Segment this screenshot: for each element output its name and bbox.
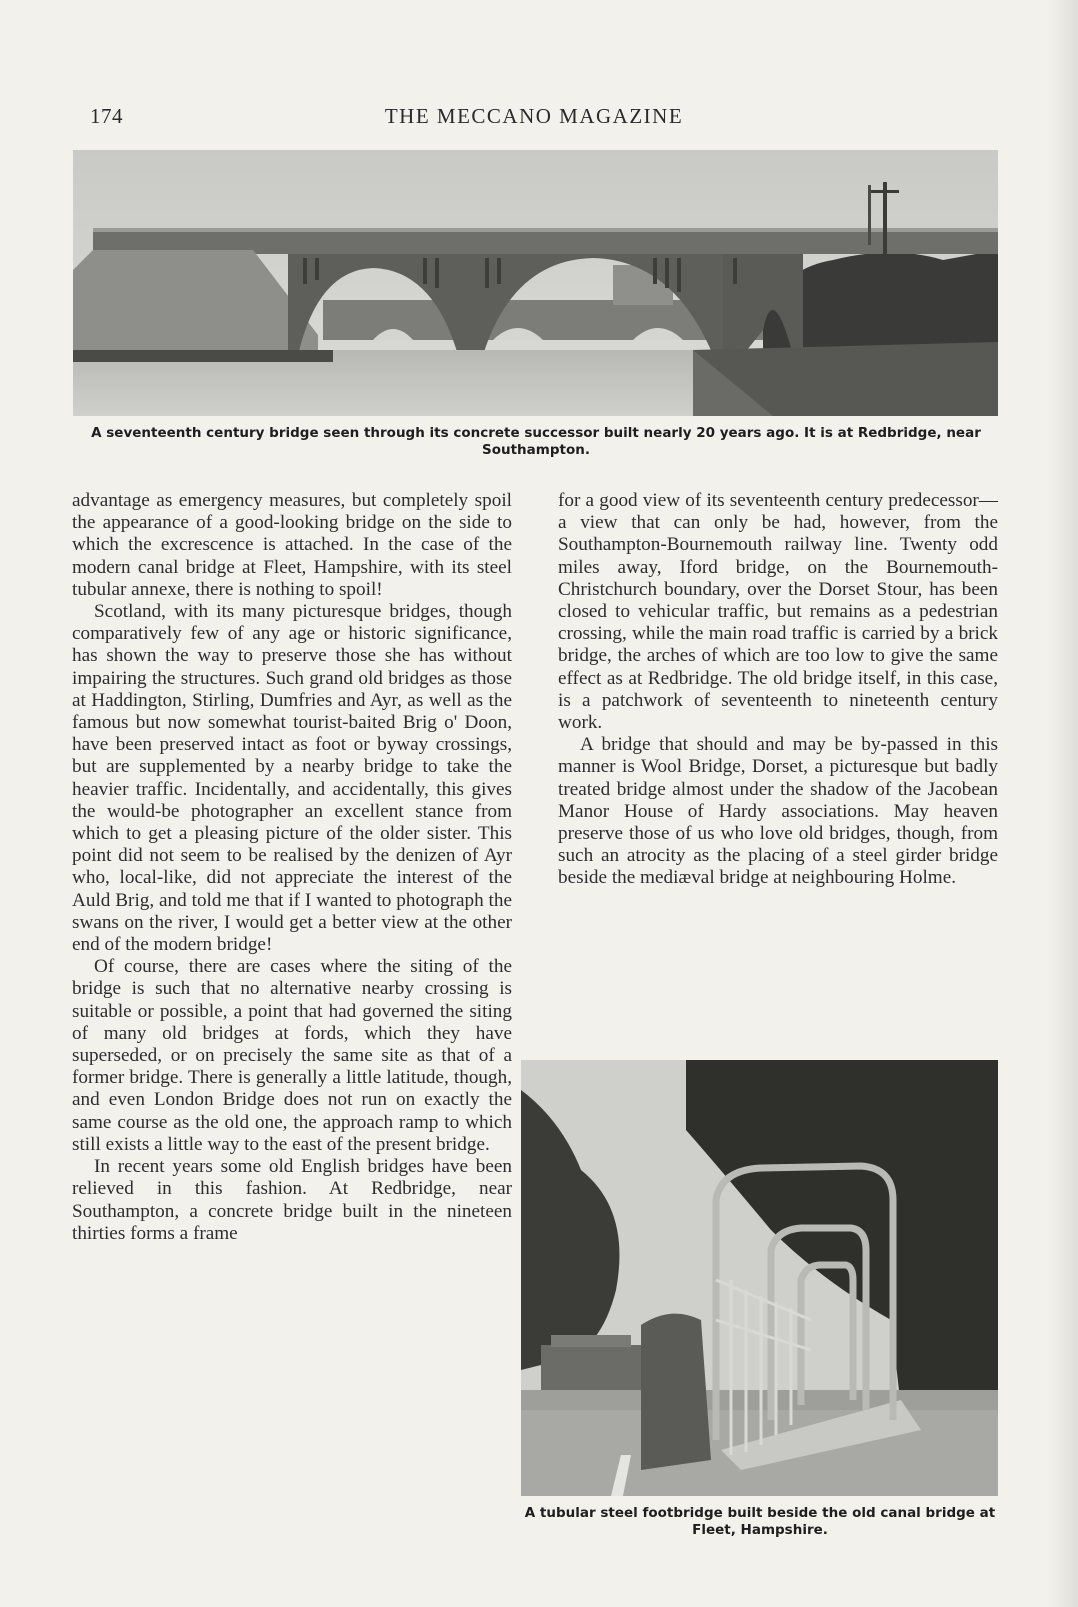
paragraph: for a good view of its seventeenth century predecessor—a view that can only be had, however, from the Southampton-Bournemouth railway line. Twenty odd miles away, Iford bridge, on the Bournemouth-Christchurch boundary, over the Dorset Stour, has been closed to vehicular traffic, but remains as a pedestrian crossing, while the main road traffic is carried by a brick bridge, the arches of which are too low to give the same effect as at Redbridge. The old bridge itself, in this case, is a patchwork of seventeenth to nineteenth century work. [558,490,998,734]
magazine-title: THE MECCANO MAGAZINE [384,104,684,128]
fleet-footbridge-photo [521,1060,998,1496]
redbridge-illustration [73,150,998,416]
paragraph: Of course, there are cases where the siting of the bridge is such that no alternative nearby crossing is suitable or possible, a point that had governed the siting of many old bridges at fords, which they have superseded, or on precisely the same site as that of a former bridge. There is generally a little latitude, though, and even London Bridge does not run on exactly the same course as the old one, the approach ramp to which still exists a little way to the east of the present bridge. [72,956,512,1155]
footbridge-illustration [521,1060,998,1496]
paragraph: In recent years some old English bridges have been relieved in this fashion. At Redbridge, near Southampton, a concrete bridge built in the nineteen thirties forms a frame [72,1156,512,1244]
bottom-figure-caption: A tubular steel footbridge built beside the old canal bridge at Fleet, Hampshire. [524,1505,996,1538]
page-edge-shadow [1048,0,1078,1607]
right-column [558,490,998,890]
page-header [76,104,982,134]
paragraph: Scotland, with its many picturesque bridges, though comparatively few of any age or historic significance, has shown the way to preserve those she has without impairing the structures. Such grand old bridges as those at Haddington, Stirling, Dumfries and Ayr, as well as the famous but now somewhat tourist-baited Brig o' Doon, have been preserved intact as foot or byway crossings, but are supplemented by a nearby bridge to take the heavier traffic. Incidentally, and accidentally, this gives the would-be photographer an excellent stance from which to get a pleasing picture of the older sister. This point did not seem to be realised by the denizen of Ayr who, local-like, did not appreciate the interest of the Auld Brig, and told me that if I wanted to photograph the swans on the river, I would get a better view at the other end of the modern bridge! [72,601,512,956]
paragraph: A bridge that should and may be by-passed in this manner is Wool Bridge, Dorset, a picturesque but badly treated bridge almost under the shadow of the Jacobean Manor House of Hardy associations. May heaven preserve those of us who love old bridges, though, from such an atrocity as the placing of a steel girder bridge beside the mediæval bridge at neighbouring Holme. [558,734,998,889]
left-column [72,490,512,1245]
paragraph: advantage as emergency measures, but completely spoil the appearance of a good-looking bridge on the side to which the excrescence is attached. In the case of the modern canal bridge at Fleet, Hampshire, with its steel tubular annexe, there is nothing to spoil! [72,490,512,600]
top-figure-caption: A seventeenth century bridge seen through its concrete successor built nearly 20 years ago. It is at Redbridge, near Southampton. [91,425,981,458]
page-number: 174 [90,104,123,128]
redbridge-photo [73,150,998,416]
